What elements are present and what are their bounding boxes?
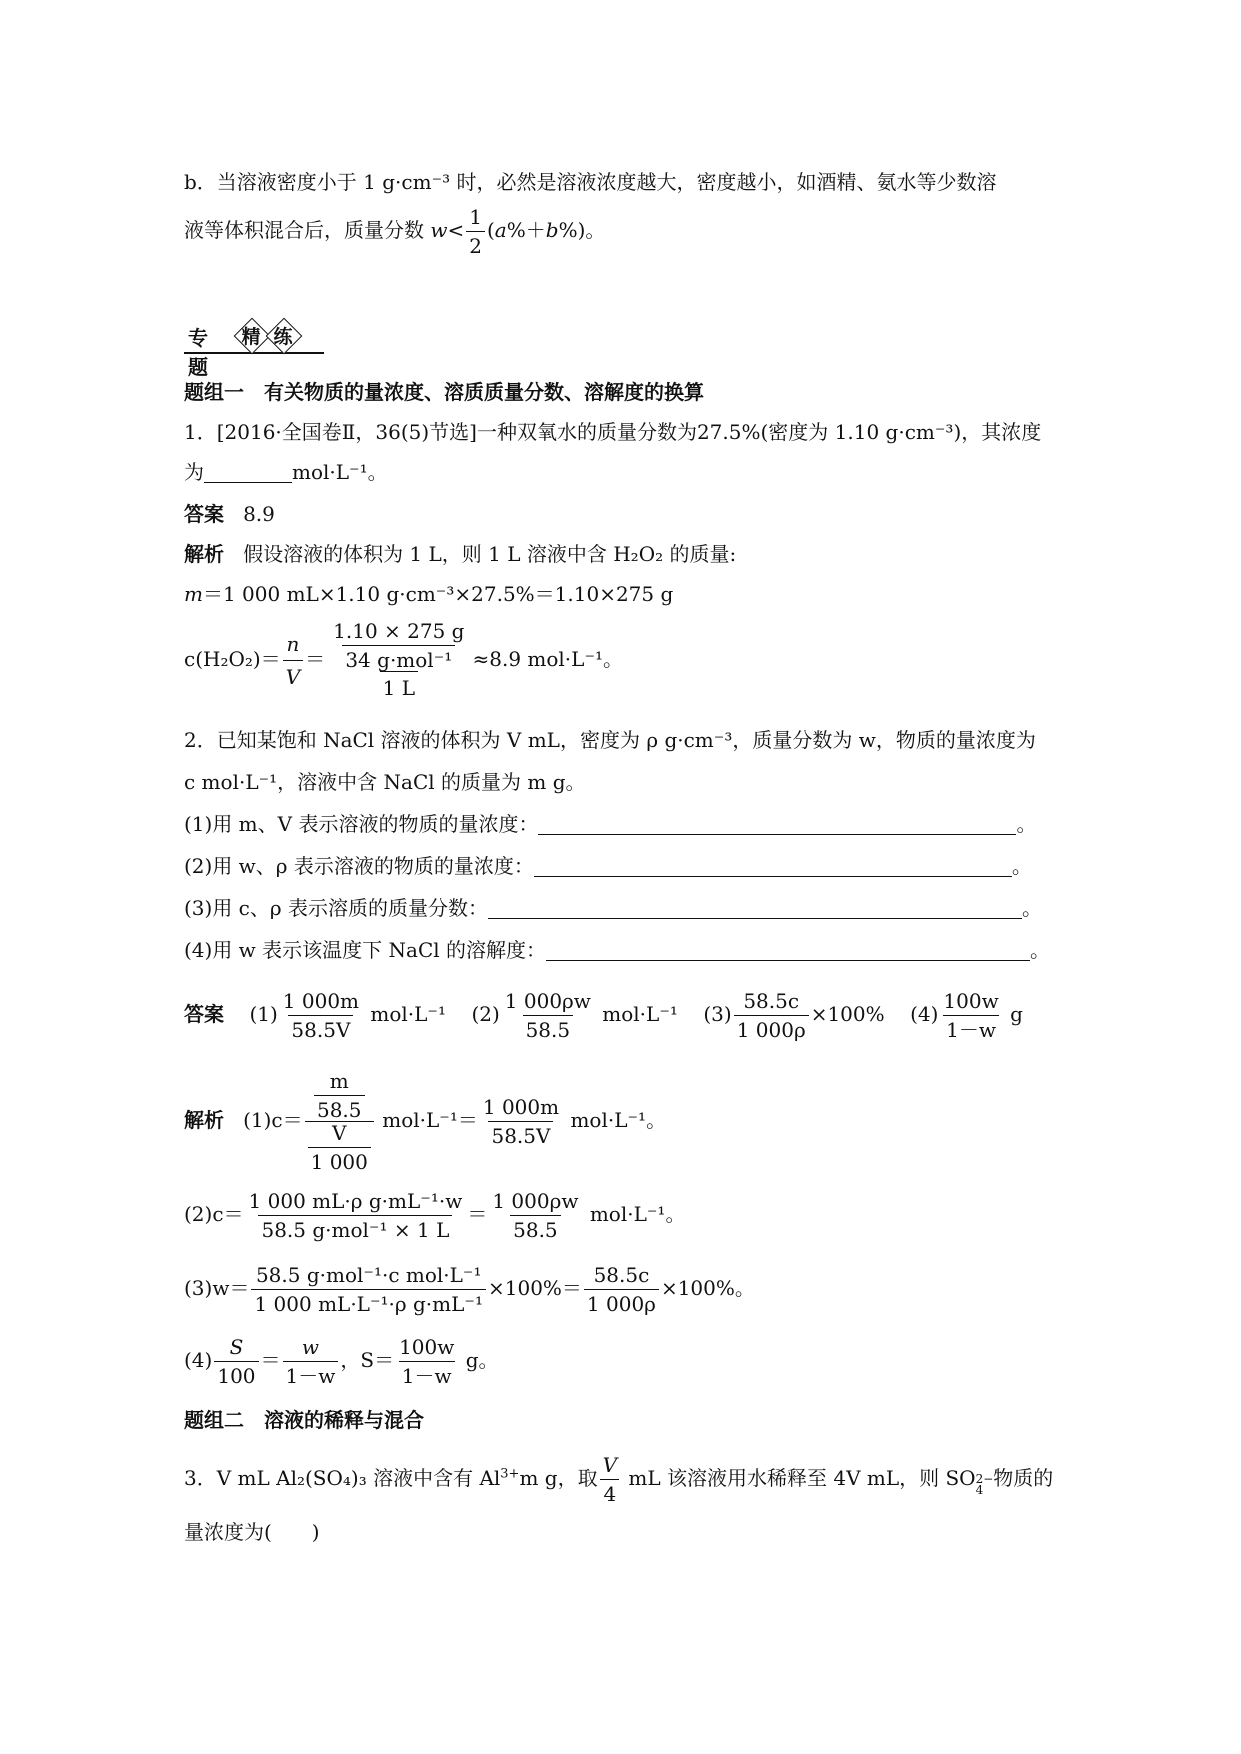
q1-line1: 1．[2016·全国卷Ⅱ，36(5)节选]一种双氧水的质量分数为27.5%(密度为 1.10 g·cm⁻³)，其浓度 — [184, 420, 1042, 444]
q2-part2-blank[interactable] — [534, 854, 1012, 877]
q2-part4-blank[interactable] — [546, 938, 1030, 961]
analysis4-fraction-w: $\frac{w}{1-w}$ — [283, 1336, 339, 1387]
answer3-fraction: $\frac{58.5c}{1 000\rho}$ — [734, 990, 809, 1041]
sulfate-charge: 2− 4 — [975, 1472, 994, 1497]
q1-answer-blank[interactable] — [204, 460, 292, 483]
q2-analysis-1: 解析 (1)c＝ $\frac{\frac{m}{58.5}}{\frac{V}{1 000}}$ mol·L⁻¹＝ $\frac{1 000m}{58.5V}$ mol·L⁻¹。 — [184, 1069, 667, 1174]
analysis1-compound-fraction: $\frac{\frac{m}{58.5}}{\frac{V}{1 000}}$ — [305, 1070, 374, 1173]
intro-b-line1: b．当溶液密度小于 1 g·cm⁻³ 时，必然是溶液浓度越大，密度越小，如酒精、氨水等少数溶 — [184, 170, 997, 194]
q2-analysis-3: (3)w＝ $\frac{\text{58.5 g·mol⁻¹·c mol·L⁻¹}}{\text{1 000 mL·L⁻¹·ρ g·mL⁻¹}}$ ×100%＝ $\frac{58.5c}{1 000\rho}$ ×100%。 — [184, 1263, 755, 1316]
q2-part1-blank[interactable] — [538, 812, 1016, 835]
q3-line1: 3．V mL Al₂(SO₄)₃ 溶液中含有 $Al^{3+}m$ g，取 $\frac{V}{4}$ mL 该溶液用水稀释至 4V mL，则 SO 2− 4 物质的 — [184, 1453, 1054, 1506]
intro-b-line2: 液等体积混合后，质量分数 w< $\frac{1}{2}$ (a%＋b%)。 — [184, 205, 606, 258]
q1-mass-line: m＝1 000 mL×1.10 g·cm⁻³×27.5%＝1.10×275 g — [184, 582, 674, 606]
q2-part1: (1)用 m、V 表示溶液的物质的量浓度： 。 — [184, 812, 1037, 836]
q1-line2: 为 mol·L⁻¹。 — [184, 460, 388, 484]
answer2-fraction: $\frac{1 000\rho w}{58.5}$ — [504, 989, 591, 1042]
fraction-half: $\frac{1}{2}$ — [466, 206, 485, 257]
diamond-badge-2: 练 — [266, 318, 300, 352]
q2-part3-blank[interactable] — [488, 896, 1022, 919]
q2-line2: c mol·L⁻¹，溶液中含 NaCl 的质量为 m g。 — [184, 770, 586, 794]
q2-answer: 答案 (1) $\frac{1 000m}{58.5V}$ mol·L⁻¹ (2) $\frac{1 000\rho w}{58.5}$ mol·L⁻¹ (3) $\frac{58.5c}{1 000\rho}$ ×100% (4) $\frac{100w}{1-w}$ g — [184, 989, 1023, 1042]
q2-part2: (2)用 w、ρ 表示溶液的物质的量浓度： 。 — [184, 854, 1032, 878]
analysis3-fraction: $\frac{\text{58.5 g·mol⁻¹·c mol·L⁻¹}}{\text{1 000 mL·L⁻¹·ρ g·mL⁻¹}}$ — [251, 1264, 486, 1315]
q2-analysis-2: (2)c＝ $\frac{\text{1 000 mL·ρ g·mL⁻¹·w}}{\text{58.5 g·mol⁻¹ × 1 L}}$ ＝ $\frac{1 000\rho w}{58.5}$ mol·L⁻¹。 — [184, 1189, 686, 1242]
q1-concentration-formula: c(H₂O₂)＝ $\frac{n}{V}$ ＝ $\frac{\frac{1.10 \times 275 g}{\text{34 g·mol⁻¹}}}{1 L}$ ≈8.9 mol·L⁻¹。 — [184, 619, 624, 700]
q2-part3: (3)用 c、ρ 表示溶质的质量分数： 。 — [184, 896, 1043, 920]
q3-fraction: $\frac{V}{4}$ — [600, 1454, 620, 1505]
compound-fraction: $\frac{\frac{1.10 \times 275 g}{\text{34 g·mol⁻¹}}}{1 L}$ — [333, 619, 465, 700]
analysis4-result-fraction: $\frac{100w}{1-w}$ — [399, 1335, 455, 1388]
answer4-fraction: $\frac{100w}{1-w}$ — [943, 989, 999, 1042]
group1-title: 题组一 有关物质的量浓度、溶质质量分数、溶解度的换算 — [184, 380, 704, 404]
analysis1-result-fraction: $\frac{1 000m}{58.5V}$ — [482, 1095, 560, 1148]
q2-analysis-4: (4) $\frac{S}{100}$ ＝ $\frac{w}{1-w}$ ，S＝ $\frac{100w}{1-w}$ g。 — [184, 1335, 499, 1388]
diamond-badge-1: 精 — [234, 318, 268, 352]
q1-analysis: 解析 假设溶液的体积为 1 L，则 1 L 溶液中含 H₂O₂ 的质量: — [184, 542, 737, 566]
q1-answer: 答案 8.9 — [184, 502, 275, 526]
analysis4-fraction-s: $\frac{S}{100}$ — [214, 1336, 258, 1387]
q3-line2: 量浓度为( ) — [184, 1520, 320, 1544]
analysis2-fraction: $\frac{\text{1 000 mL·ρ g·mL⁻¹·w}}{\text{58.5 g·mol⁻¹ × 1 L}}$ — [248, 1189, 463, 1242]
fraction-n-over-v: $\frac{n}{V}$ — [283, 631, 303, 690]
q2-part4: (4)用 w 表示该温度下 NaCl 的溶解度： 。 — [184, 938, 1051, 962]
analysis2-result-fraction: $\frac{1 000\rho w}{58.5}$ — [492, 1189, 579, 1242]
answer1-fraction: $\frac{1 000m}{58.5V}$ — [282, 989, 360, 1042]
analysis3-result-fraction: $\frac{58.5c}{1 000\rho}$ — [584, 1264, 659, 1315]
section-title: 专题 — [188, 326, 210, 379]
q2-line1: 2．已知某饱和 NaCl 溶液的体积为 V mL，密度为 ρ g·cm⁻³，质量分数为 w，物质的量浓度为 — [184, 728, 1036, 752]
group2-title: 题组二 溶液的稀释与混合 — [184, 1408, 424, 1432]
